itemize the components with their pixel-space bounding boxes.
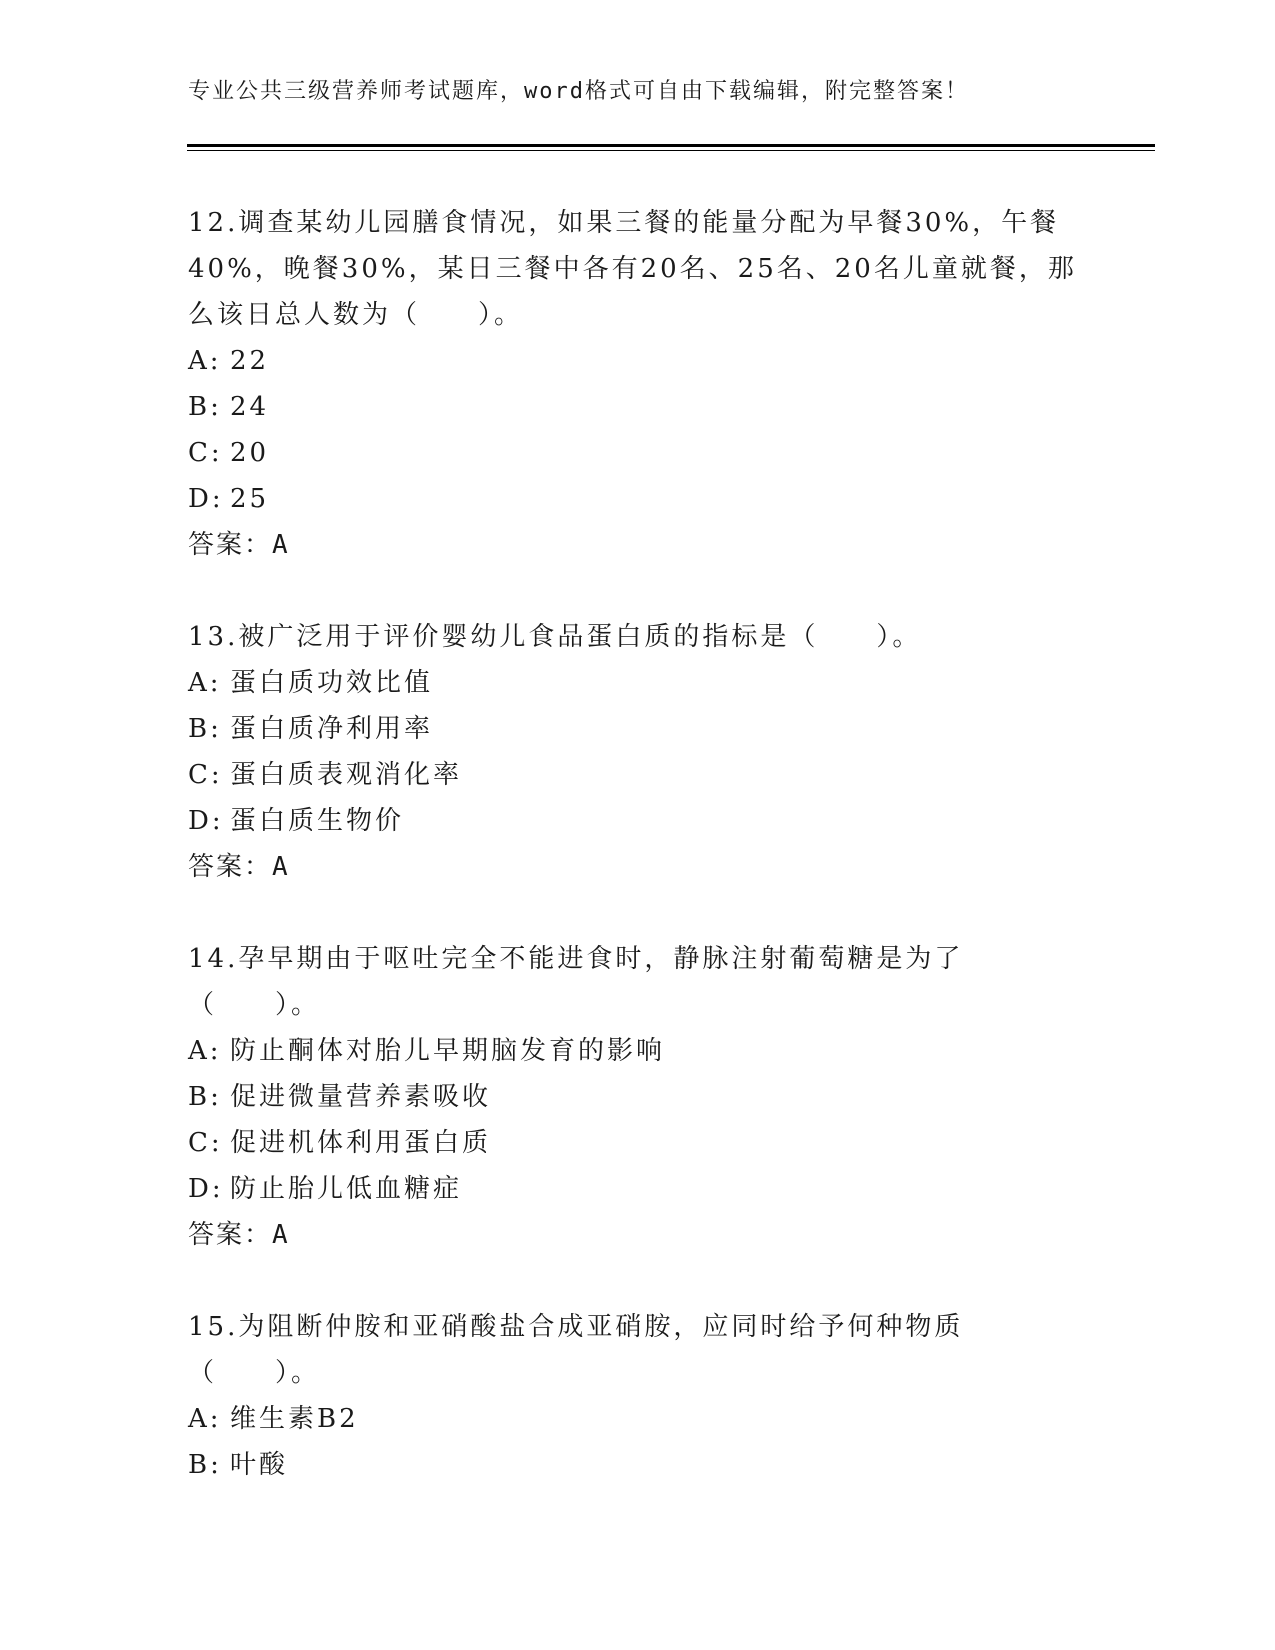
option-letter: C: <box>188 1128 223 1158</box>
option-text: 促进机体利用蛋白质 <box>230 1128 492 1158</box>
option-a <box>188 1396 1088 1442</box>
question-stem: 14.孕早期由于呕吐完全不能进食时，静脉注射葡萄糖是为了（ ）。 <box>188 944 964 1020</box>
option-d <box>188 798 1088 844</box>
option-text: 20 <box>230 438 270 468</box>
option-c <box>188 752 1088 798</box>
option-b <box>188 384 1088 430</box>
document-header: 专业公共三级营养师考试题库，word格式可自由下载编辑，附完整答案！ <box>188 79 969 104</box>
option-letter: C: <box>188 438 223 468</box>
option-a <box>188 1028 1088 1074</box>
option-text: 防止酮体对胎儿早期脑发育的影响 <box>230 1036 666 1066</box>
option-text: 25 <box>230 484 270 514</box>
option-letter: D: <box>188 806 224 836</box>
option-b <box>188 1442 1088 1488</box>
header-divider-thin <box>187 150 1155 151</box>
option-text: 蛋白质生物价 <box>230 806 405 836</box>
option-d <box>188 1166 1088 1212</box>
answer-line: 答案：A <box>188 530 290 560</box>
question-14 <box>188 936 1088 1258</box>
option-letter: B: <box>188 1082 222 1112</box>
header-divider <box>187 144 1155 147</box>
option-b <box>188 706 1088 752</box>
option-text: 24 <box>230 392 270 422</box>
option-letter: D: <box>188 484 224 514</box>
option-text: 蛋白质表观消化率 <box>230 760 463 790</box>
question-stem: 15.为阻断仲胺和亚硝酸盐合成亚硝胺，应同时给予何种物质（ ）。 <box>188 1312 964 1388</box>
option-letter: C: <box>188 760 223 790</box>
answer-line: 答案：A <box>188 1220 290 1250</box>
option-a <box>188 338 1088 384</box>
option-letter: B: <box>188 1450 222 1480</box>
option-letter: A: <box>188 668 222 698</box>
option-text: 维生素B2 <box>230 1404 359 1434</box>
option-letter: A: <box>188 346 222 376</box>
answer-line: 答案：A <box>188 852 290 882</box>
question-15 <box>188 1304 1088 1488</box>
option-letter: A: <box>188 1404 222 1434</box>
option-b <box>188 1074 1088 1120</box>
option-d <box>188 476 1088 522</box>
option-text: 蛋白质功效比值 <box>230 668 434 698</box>
option-c <box>188 430 1088 476</box>
question-stem: 12.调查某幼儿园膳食情况，如果三餐的能量分配为早餐30%，午餐40%，晚餐30%，某日三餐中各有20名、25名、20名儿童就餐，那么该日总人数为（ ）。 <box>188 208 1077 330</box>
option-letter: A: <box>188 1036 222 1066</box>
option-letter: B: <box>188 392 222 422</box>
option-letter: B: <box>188 714 222 744</box>
option-a <box>188 660 1088 706</box>
option-text: 促进微量营养素吸收 <box>230 1082 492 1112</box>
question-12 <box>188 200 1088 568</box>
option-text: 蛋白质净利用率 <box>230 714 434 744</box>
option-text: 叶酸 <box>230 1450 289 1480</box>
question-13 <box>188 614 1088 890</box>
question-list <box>188 200 1088 1534</box>
option-letter: D: <box>188 1174 224 1204</box>
question-stem: 13.被广泛用于评价婴幼儿食品蛋白质的指标是（ ）。 <box>188 622 922 652</box>
option-c <box>188 1120 1088 1166</box>
option-text: 22 <box>230 346 270 376</box>
option-text: 防止胎儿低血糖症 <box>230 1174 463 1204</box>
